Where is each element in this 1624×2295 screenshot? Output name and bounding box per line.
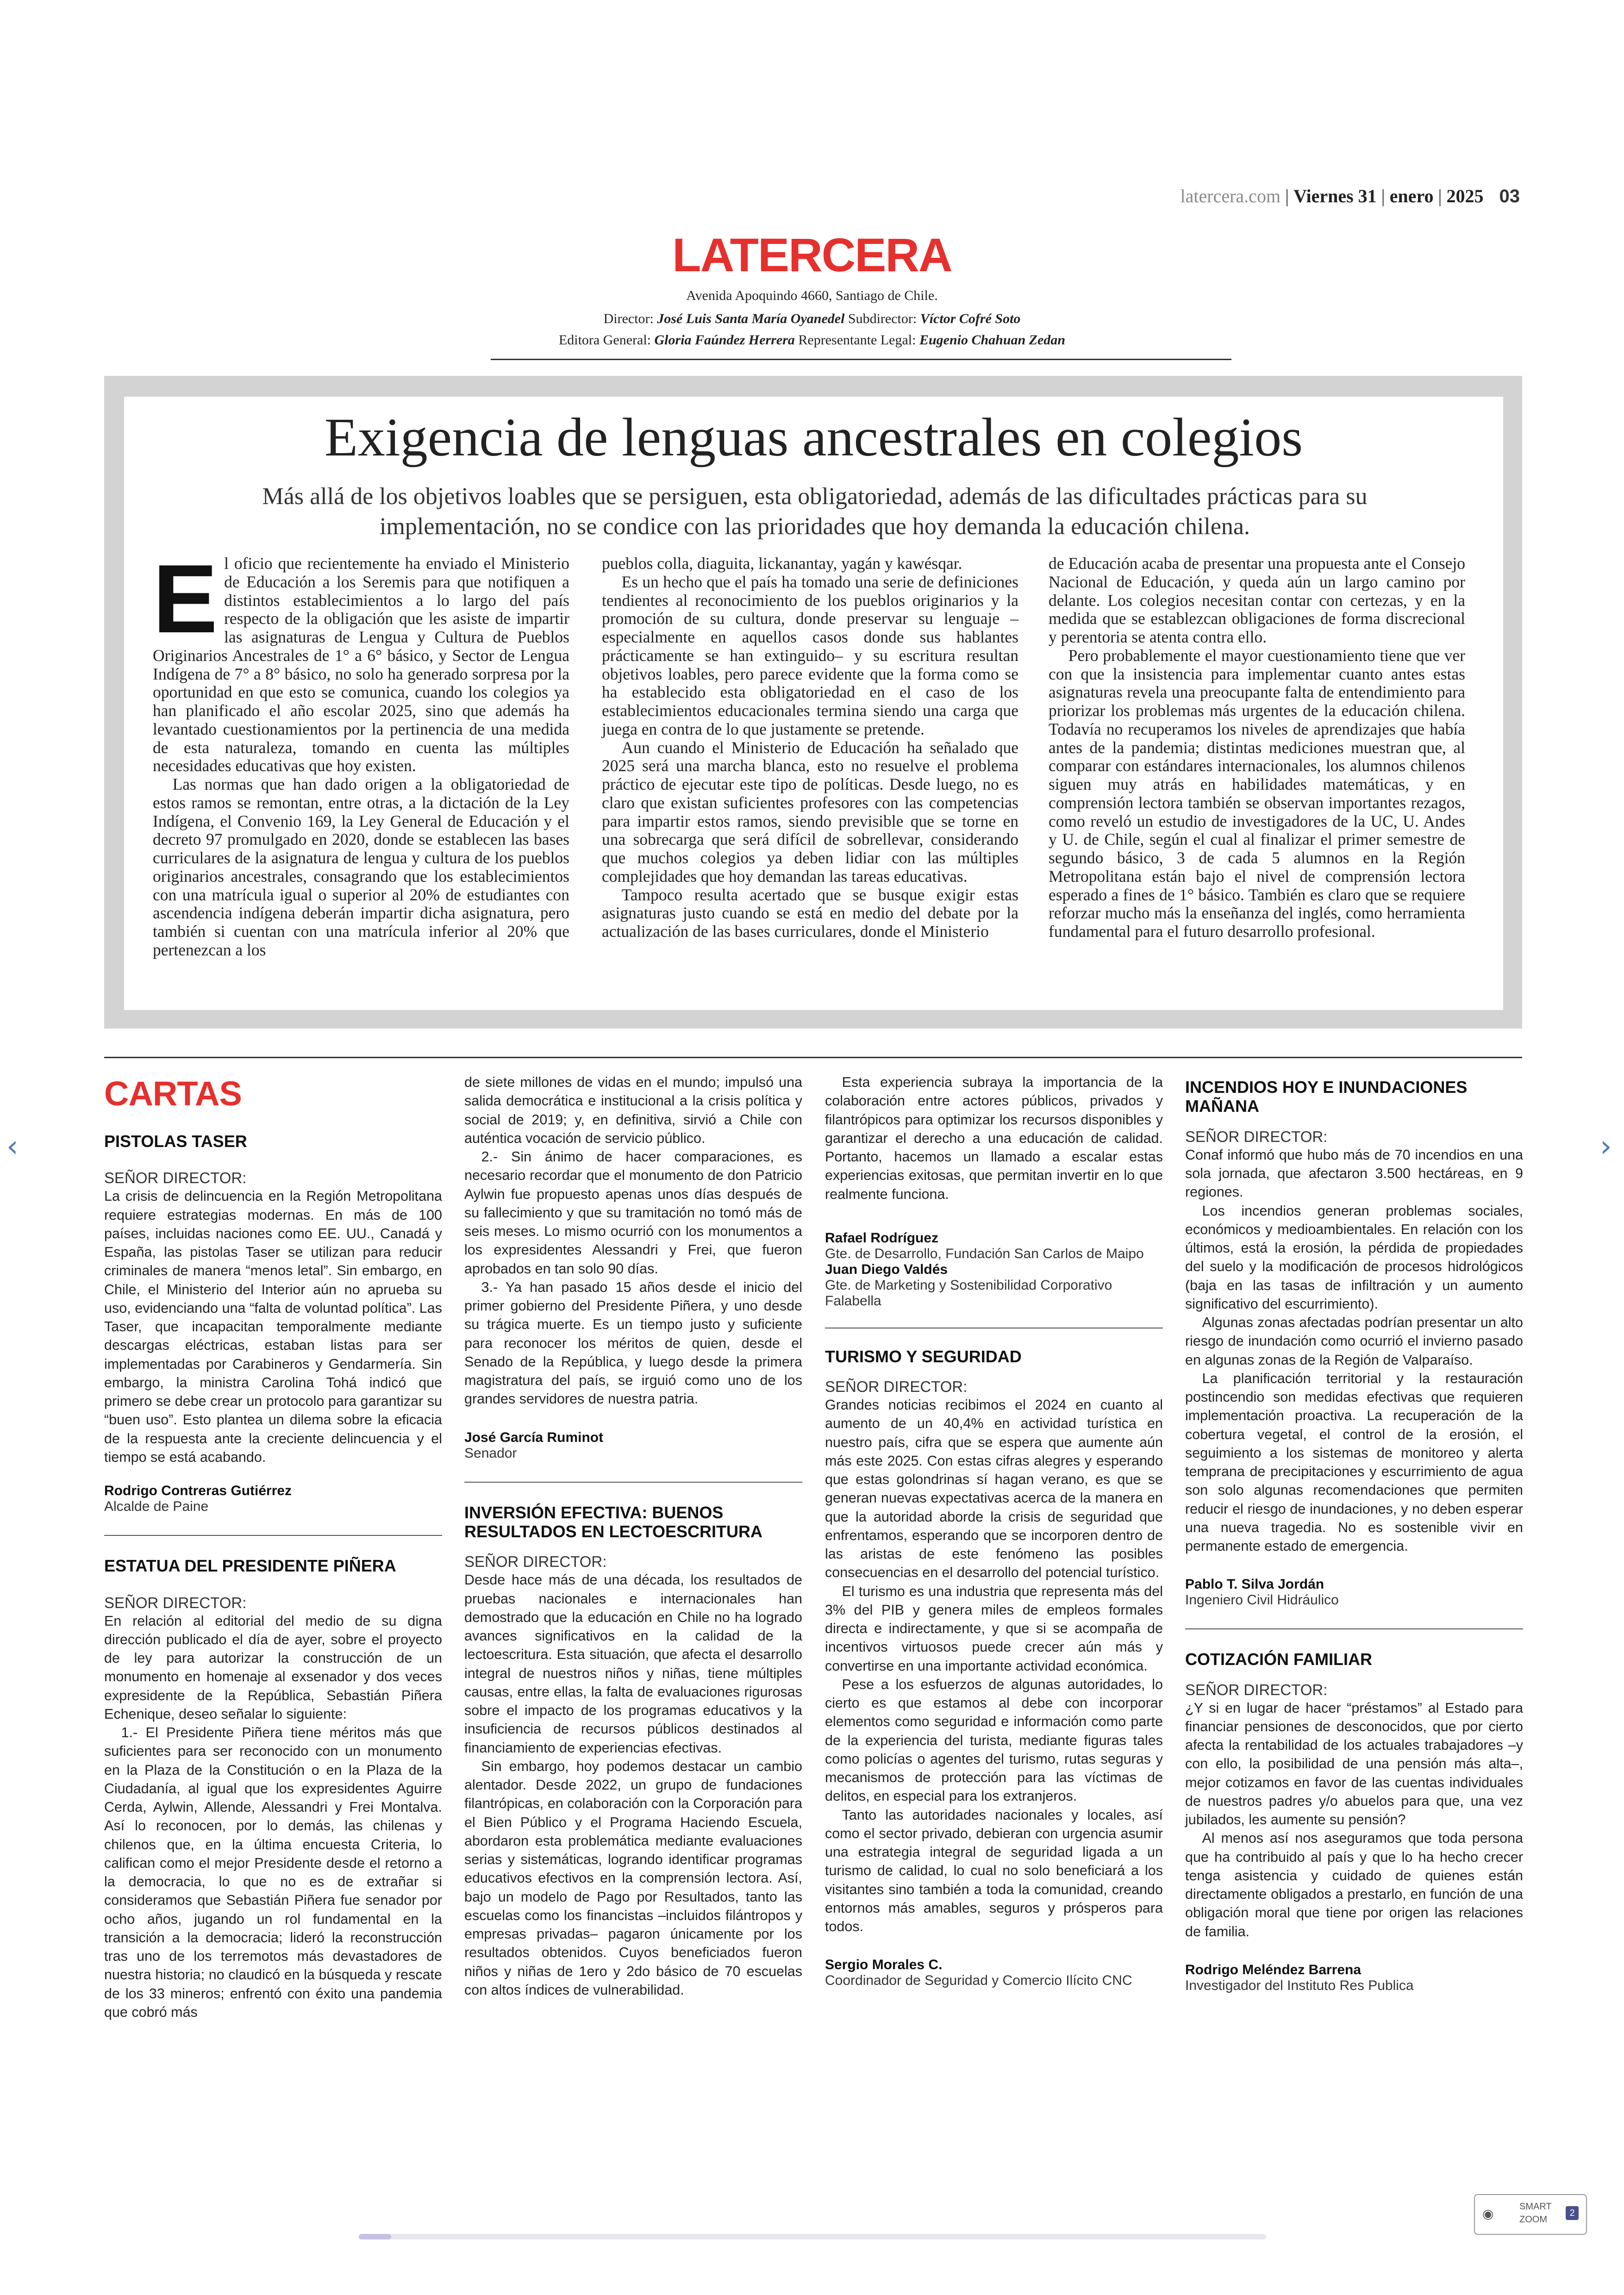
salutation: SEÑOR DIRECTOR: — [464, 1553, 607, 1571]
letter-signature: Juan Diego Valdés — [825, 1261, 948, 1277]
edition-weekday: Viernes 31 — [1293, 186, 1377, 206]
zoom-label-1: SMART — [1519, 2201, 1552, 2212]
eye-icon: ◉ — [1482, 2207, 1494, 2221]
letters-column-1: PISTOLAS TASER SEÑOR DIRECTOR: La crisis de delincuencia en la Región Metropolitana requiere estrategias modernas. En más de 100 países, incluidas naciones como EE. UU., Canadá y España, las pistolas Taser se utilizan para reducir criminales de manera “menos letal”. Sin embargo, en Chile, el Ministerio del Interior aún no aprueba su uso, evidenciando una “falta de voluntad política”. Las Taser, que incapacitan temporalmente mediante descargas eléctricas, estaban listas para ser implementadas por Carabineros y Gendarmería. Sin embargo, la ministra Carolina Tohá indicó que primero se debe crear un protocolo para garantizar su “buen uso”. Esto plantea un dilema sobre la eficacia de la respuesta ante la creciente delincuencia y el tiempo se está acabando. Rodrigo Contreras Gutiérrez Alcalde de Paine ESTATUA DEL PRESIDENTE PIÑERA SEÑOR DIRECTOR: En relación al editorial del medio de su digna dirección publicado el día de ayer, sobre el proyecto de ley para autorizar la construcción de un monumento en homenaje al exsenador y dos veces expresidente de la República, Sebastián Piñera Echenique, deseo señalar lo siguiente: 1.- El Presidente Piñera tiene méritos más que suficientes para ser reconocido con un monumento en la Plaza de la Constitución o en la Plaza de la Ciudadanía, al igual que los expresidentes Aguirre Cerda, Aylwin, Allende, Alessandri y Frei Montalva. Así lo reconocen, por lo demás, las chilenas y chilenos que, en la última encuesta Criteria, lo califican como el mejor Presidente desde el retorno a la democracia, lo que no es de extrañar si consideramos que Sebastián Piñera fue senador por ocho años, jugando un rol fundamental en la transición a la democracia; lideró la reconstrucción tras uno de los terremotos más devastadores de nuestra historia; no claudicó en la búsqueda y rescate de los 33 mineros; enfrentó con éxito una pandemia que cobró más — [104, 1132, 442, 2020]
masthead-address: Avenida Apoquindo 4660, Santiago de Chile. — [686, 288, 938, 303]
edition-year: 2025 — [1446, 186, 1484, 206]
letter-signature: Rodrigo Contreras Gutiérrez — [104, 1483, 292, 1499]
smart-zoom-control[interactable] — [1474, 2194, 1587, 2235]
letter-role: Ingeniero Civil Hidráulico — [1185, 1592, 1339, 1608]
letter-signature: Sergio Morales C. — [825, 1957, 943, 1973]
drop-cap: E — [153, 544, 218, 653]
editorial-lead: Más allá de los objetivos loables que se persiguen, esta obligatoriedad, además de las dificultades prácticas para su implementación, no se condice con las prioridades que hoy demanda la educación chilena. — [262, 483, 1368, 540]
edition-month: enero — [1389, 186, 1434, 206]
scrollbar-thumb[interactable] — [359, 2234, 391, 2239]
section-title: CARTAS — [104, 1074, 242, 1113]
letter-signature: José García Ruminot — [464, 1429, 604, 1445]
newspaper-logo: LATERCERA — [672, 229, 952, 281]
letter-headline: INCENDIOS HOY E INUNDACIONES MAÑANA — [1185, 1078, 1468, 1116]
letters-column-2: de siete millones de vidas en el mundo; impulsó una salida democrática e institucional a la crisis política y social de 2019; y, en definitiva, sirvió a Chile con auténtica vocación de servicio público. 2.- Sin ánimo de hacer comparaciones, es necesario recordar que el monumento de don Patricio Aylwin fue propuesto apenas unos días después de su fallecimiento y que su tramitación no tomó más de seis meses. Lo mismo ocurrió con los monumentos a los expresidentes Alessandri y Frei, que fueron aprobados en tan solo 90 días. 3.- Ya han pasado 15 años desde el inicio del primer gobierno del Presidente Piñera, y uno desde su trágica muerte. Es un tiempo justo y suficiente para reconocer los méritos de quien, desde el Senado de la República, y luego desde la primera magistratura del país, se irguió como uno de los grandes servidores de nuestra patria. José García Ruminot Senador INVERSIÓN EFECTIVA: BUENOS RESULTADOS EN LECTOESCRITURA SEÑOR DIRECTOR: Desde hace más de una década, los resultados de pruebas nacionales e internacionales han demostrado que la educación en Chile no ha logrado avances significativos en la calidad de la lectoescritura. Esta situación, que afecta el desarrollo integral de nuestros niños y niñas, tiene múltiples causas, entre ellas, la falta de evaluaciones rigurosas sobre el impacto de los programas educativos y la insuficiencia de recursos públicos destinados al financiamiento de experiencias efectivas. Sin embargo, hoy podemos destacar un cambio alentador. Desde 2022, un grupo de fundaciones filantrópicas, en colaboración con la Corporación para el Bien Público y el Programa Haciendo Escuela, abordaron esta problemática mediante evaluaciones serias y sistemáticas, logrando identificar programas educativos efectivos en la comprensión lectora. Así, bajo un modelo de Pago por Resultados, tanto las escuelas como los financistas –incluidos filántropos y empresas privadas– pagaron únicamente por los resultados obtenidos. Cuyos beneficiados fueron niños y niñas de 1ero y 2do básico de 70 escuelas con altos índices de vulnerabilidad. — [464, 1074, 802, 1998]
editorial-column-3: de Educación acaba de presentar una propuesta ante el Consejo Nacional de Educación, y queda aún un largo camino por delante. Los colegios necesitan contar con certezas, y en la medida que se establezcan obligaciones de forma discrecional y perentoria se atenta contra ello. Pero probablemente el mayor cuestionamiento tiene que ver con que la insistencia para implementar cuanto antes estas asignaturas revela una preocupante falta de entendimiento para priorizar los problemas más urgentes de la educación chilena. Todavía no recuperamos los niveles de aprendizajes que había antes de la pandemia; distintas mediciones muestran que, al comparar con estándares internacionales, los alumnos chilenos siguen muy atrás en habilidades matemáticas, y en comprensión lectora también se observan importantes rezagos, como reveló un estudio de investigadores de la UC, U. Andes y U. de Chile, según el cual al finalizar el primer semestre de segundo básico, 3 de cada 5 alumnos en la Región Metropolitana están bajo el nivel de comprensión lectora esperado a fines de 1° básico. También es claro que se requiere reforzar mucho más la enseñanza del inglés, como herramienta fundamental para el futuro desarrollo profesional. — [1049, 554, 1465, 941]
page-number: 03 — [1499, 186, 1520, 206]
zoom-level-badge: 2 — [1566, 2206, 1579, 2220]
chevron-left-icon[interactable]: ‹ — [6, 1129, 19, 1164]
letter-signature: Rafael Rodríguez — [825, 1230, 939, 1246]
letter-role: Gte. de Marketing y Sostenibilidad Corporativo Falabella — [825, 1277, 1112, 1309]
section-rule — [104, 1057, 1522, 1058]
letter-role: Coordinador de Seguridad y Comercio Ilícito CNC — [825, 1973, 1132, 1989]
letter-divider — [1185, 1628, 1523, 1629]
letter-signature: Rodrigo Meléndez Barrena — [1185, 1962, 1362, 1977]
masthead-editor-line: Editora General: Gloria Faúndez Herrera Representante Legal: Eugenio Chahuan Zedan — [558, 332, 1066, 348]
salutation: SEÑOR DIRECTOR: — [104, 1594, 247, 1611]
letter-role: Investigador del Instituto Res Publica — [1185, 1977, 1414, 1993]
salutation: SEÑOR DIRECTOR: — [1185, 1681, 1328, 1698]
letters-column-4: INCENDIOS HOY E INUNDACIONES MAÑANA SEÑOR DIRECTOR: Conaf informó que hubo más de 70 incendios en una sola jornada, que afectaron 3.500 hectáreas, en 9 regiones. Los incendios generan problemas sociales, económicos y medioambientales. En relación con los últimos, está la erosión, la pérdida de propiedades del suelo y la modificación de procesos hidrológicos (baja en las tasas de infiltración y un aumento significativo del escurrimiento). Algunas zonas afectadas podrían presentar un alto riesgo de inundación como ocurrió el invierno pasado en algunas zonas de la Región de Valparaíso. La planificación territorial y la restauración postincendio son medidas efectivas que requieren implementación proactiva. La recuperación de la cobertura vegetal, el control de la erosión, el seguimiento a los sistemas de monitoreo y alerta temprana de precipitaciones y escurrimiento de agua son solo algunas recomendaciones que permiten reducir el riesgo de inundaciones, y no deben esperar una nueva tragedia. No es sostenible vivir en permanente estado de emergencia. Pablo T. Silva Jordán Ingeniero Civil Hidráulico COTIZACIÓN FAMILIAR SEÑOR DIRECTOR: ¿Y si en lugar de hacer “préstamos” al Estado para financiar pensiones de desconocidos, que por cierto afecta la rentabilidad de los actuales trabajadores –y con ello, la posibilidad de una pensión más alta–, mejor cotizamos en favor de las cuentas individuales de nuestros padres y/o abuelos para que, una vez jubilados, les aumente su pensión? Al menos así nos aseguramos que toda persona que ha contribuido al país y que lo ha hecho crecer tenga asistencia y cuidado de quienes están directamente obligados a prestarlo, en función de una obligación moral que tiene por origen las relaciones de familia. Rodrigo Meléndez Barrena Investigador del Instituto Res Publica — [1185, 1078, 1523, 1993]
letter-divider — [464, 1482, 802, 1483]
letters-column-3: Esta experiencia subraya la importancia de la colaboración entre actores públicos, privados y filantrópicos para optimizar los recursos disponibles y garantizar el derecho a una educación de calidad. Portanto, hacemos un llamado a escalar estas experiencias exitosas, que permitan invertir en lo que realmente funciona. Rafael Rodríguez Gte. de Desarrollo, Fundación San Carlos de Maipo Juan Diego Valdés Gte. de Marketing y Sostenibilidad Corporativo Falabella TURISMO Y SEGURIDAD SEÑOR DIRECTOR: Grandes noticias recibimos el 2024 en cuanto al aumento de un 40,4% en actividad turística en nuestro país, cifra que se espera que aumente aún más este 2025. Con estas cifras alegres y esperando que estas golondrinas sí hagan verano, es que se generan nuevas expectativas acerca de la manera en que la autoridad aborde la crisis de seguridad que enfrentamos, esperando que se incorporen dentro de las aristas de este fenómeno las posibles consecuencias en el desarrollo del potencial turístico. El turismo es una industria que representa más del 3% del PIB y genera miles de empleos formales directa e indirectamente, y que si se acompaña de incentivos virtuosos puede crecer aún más y convertirse en una importante actividad económica. Pese a los esfuerzos de algunas autoridades, lo cierto es que estamos al debe con incorporar elementos como seguridad e información como parte de la experiencia del turista, mediante figuras tales como policías o agentes del turismo, rutas seguras y mecanismos de protección para las víctimas de delitos, en especial para los extranjeros. Tanto las autoridades nacionales y locales, así como el sector privado, debieran con urgencia asumir una estrategia integral de seguridad ligada a un turismo de calidad, lo cual no solo beneficiará a los visitantes sino también a toda la comunidad, creando entornos más amables, seguros y prósperos para todos. Sergio Morales C. Coordinador de Seguridad y Comercio Ilícito CNC — [825, 1074, 1163, 1989]
letter-role: Senador — [464, 1445, 517, 1461]
letter-headline: ESTATUA DEL PRESIDENTE PIÑERA — [104, 1556, 396, 1576]
page-scrollbar[interactable] — [359, 2234, 1266, 2239]
zoom-label-2: ZOOM — [1519, 2214, 1547, 2225]
letter-headline: INVERSIÓN EFECTIVA: BUENOS RESULTADOS EN LECTOESCRITURA — [464, 1503, 763, 1541]
letter-divider — [104, 1535, 442, 1536]
letter-role: Alcalde de Paine — [104, 1499, 209, 1515]
letter-headline: PISTOLAS TASER — [104, 1132, 247, 1151]
masthead-director-line: Director: José Luis Santa María Oyanedel Subdirector: Víctor Cofré Soto — [603, 311, 1021, 326]
chevron-right-icon[interactable]: › — [1600, 1129, 1612, 1164]
letter-headline: TURISMO Y SEGURIDAD — [825, 1347, 1022, 1366]
letter-role: Gte. de Desarrollo, Fundación San Carlos de Maipo — [825, 1246, 1144, 1261]
letter-signature: Pablo T. Silva Jordán — [1185, 1577, 1324, 1592]
editorial-title: Exigencia de lenguas ancestrales en colegios — [324, 407, 1303, 468]
editorial-column-2: pueblos colla, diaguita, lickanantay, yagán y kawésqar. Es un hecho que el país ha tomado una serie de definiciones tendientes al reconocimiento de los pueblos originarios y la promoción de su cultura, donde preservar su lenguaje –especialmente en aquellos casos donde sus hablantes prácticamente se han extinguido– y su escritura resultan objetivos loables, pero parece evidente que la forma como se ha establecido esta obligatoriedad en el caso de los establecimientos educacionales termina siendo una carga que juega en contra de lo que justamente se pretende. Aun cuando el Ministerio de Educación ha señalado que 2025 será una marcha blanca, esto no resuelve el problema práctico de ejecutar este tipo de políticas. Desde luego, no es claro que existan suficientes profesores con las competencias para impartir estos ramos, siendo previsible que se torne en una sobrecarga que será difícil de sobrellevar, considerando que muchos colegios ya deben lidiar con las múltiples complejidades que hoy demandan las tareas educativas. Tampoco resulta acertado que se busque exigir estas asignaturas justo cuando se está en medio del debate por la actualización de las bases curriculares, donde el Ministerio — [602, 554, 1018, 941]
editorial-column-1: El oficio que recientemente ha enviado el Ministerio de Educación a los Seremis para que notifiquen a distintos establecimientos a lo largo del país respecto de la obligación que les asiste de impartir las asignaturas de Lengua y Cultura de Pueblos Originarios Ancestrales de 1° a 6° básico, y Sector de Lengua Indígena de 7° a 8° básico, no solo ha generado sorpresa por la oportunidad en que esto se comunica, cuando los colegios ya han planificado el año escolar 2025, sino que además ha levantado cuestionamientos por la pertinencia de una medida de esta naturaleza, tomando en cuenta las múltiples necesidades educativas que hoy existen. Las normas que han dado origen a la obligatoriedad de estos ramos se remontan, entre otras, a la dictación de la Ley Indígena, el Convenio 169, la Ley General de Educación y el decreto 97 promulgado en 2020, donde se establecen las bases curriculares de la asignatura de lengua y cultura de los pueblos originarios ancestrales, consagrando que los establecimientos con una matrícula igual o superior al 20% de estudiantes con ascendencia indígena deberán impartir dicha asignatura, pero también si cuentan con una matrícula inferior al 20% que pertenezcan a los — [153, 544, 569, 959]
site-name: latercera.com — [1180, 186, 1281, 206]
salutation: SEÑOR DIRECTOR: — [1185, 1128, 1328, 1145]
salutation: SEÑOR DIRECTOR: — [104, 1169, 247, 1187]
edition-line: latercera.com | Viernes 31 | enero | 2025 03 — [1180, 186, 1520, 206]
masthead-rule — [491, 359, 1231, 360]
salutation: SEÑOR DIRECTOR: — [825, 1378, 968, 1396]
letter-headline: COTIZACIÓN FAMILIAR — [1185, 1650, 1372, 1669]
